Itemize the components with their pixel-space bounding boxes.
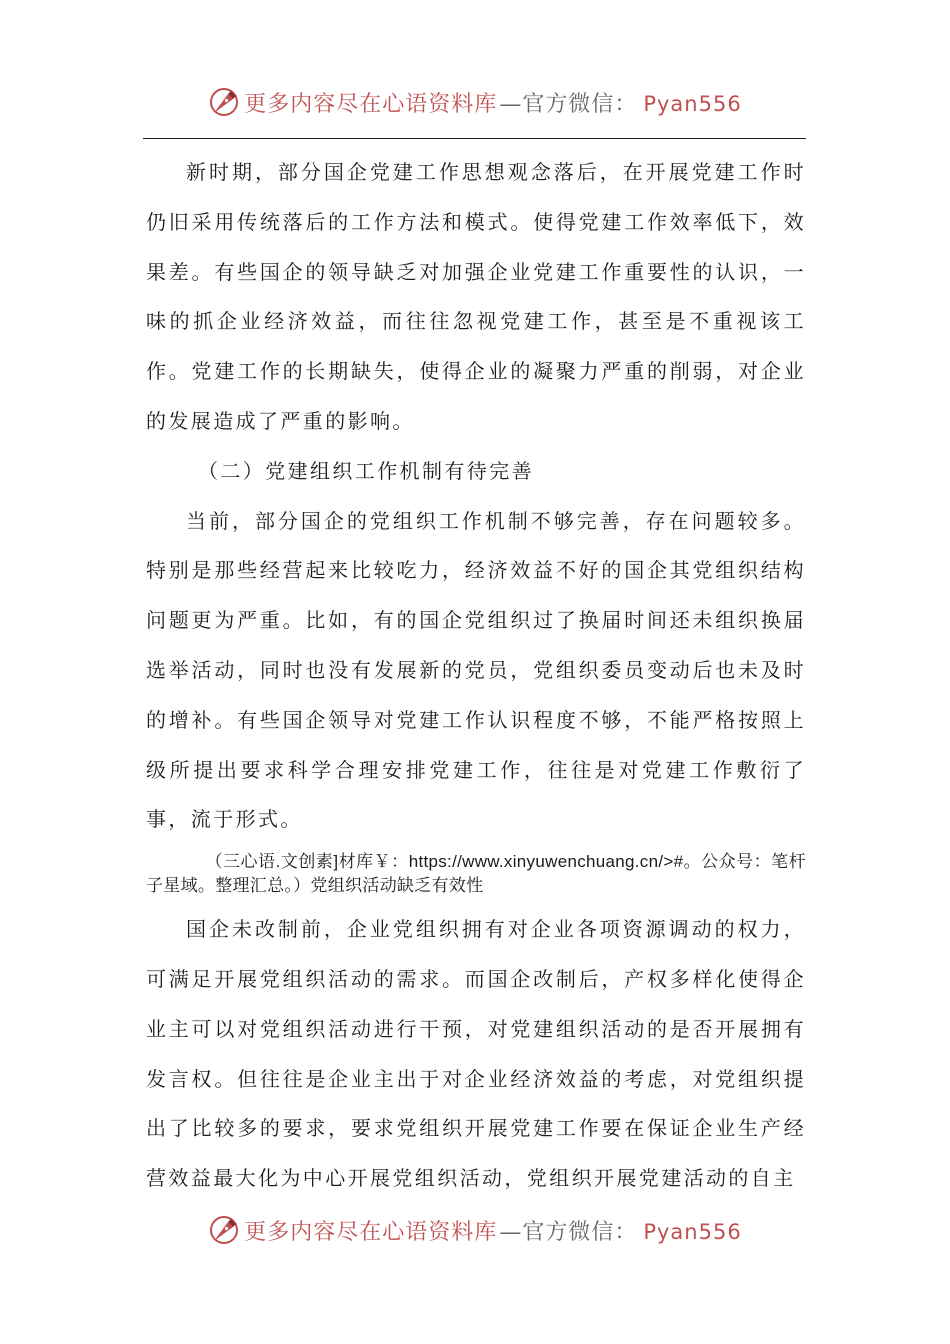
header-divider — [143, 138, 806, 139]
section-heading-2: （二）党建组织工作机制有待完善 — [198, 458, 534, 483]
paragraph-1: 新时期，部分国企党建工作思想观念落后，在开展党建工作时仍旧采用传统落后的工作方法和模式。使得党建工作效率低下，效果差。有些国企的领导缺乏对加强企业党建工作重要性的认识，一味的抓企业经济效益，而往往忽视党建工作，甚至是不重视该工作。党建工作的长期缺失，使得企业的凝聚力严重的削弱，对企业的发展造成了严重的影响。 — [146, 160, 806, 433]
section-heading-3-with-note: （三心语.文创素]材库￥：https://www.xinyuwenchuang.cn/>#。公众号：笔杆子星域。整理汇总。）党组织活动缺乏有效性 — [146, 852, 806, 896]
paragraph-2: 当前，部分国企的党组织工作机制不够完善，存在问题较多。特别是那些经营起来比较吃力，经济效益不好的国企其党组织结构问题更为严重。比如，有的国企党组织过了换届时间还未组织换届选举活动，同时也没有发展新的党员，党组织委员变动后也未及时的增补。有些国企领导对党建工作认识程度不够，不能严格按照上级所提出要求科学合理安排党建工作，往往是对党建工作敷衍了事，流于形式。 — [146, 508, 806, 832]
footer-banner — [0, 1210, 950, 1250]
document-body — [146, 148, 806, 1204]
footer-wechat-id: Pyan556 — [643, 1219, 742, 1244]
footer-official-label: —官方微信： — [499, 1219, 638, 1245]
footer-banner-text — [244, 1215, 741, 1246]
header-banner — [0, 82, 950, 122]
header-wechat-id: Pyan556 — [643, 91, 742, 116]
footer-brand: 更多内容尽在心语资料库 — [244, 1219, 498, 1245]
header-official-label: —官方微信： — [499, 91, 638, 117]
header-brand: 更多内容尽在心语资料库 — [244, 91, 498, 117]
header-banner-text — [244, 87, 741, 118]
pen-nib-seal-icon — [208, 1214, 240, 1246]
pen-nib-seal-icon — [208, 86, 240, 118]
paragraph-3: 国企未改制前，企业党组织拥有对企业各项资源调动的权力，可满足开展党组织活动的需求。而国企改制后，产权多样化使得企业主可以对党组织活动进行干预，对党建组织活动的是否开展拥有发言权。但往往是企业主出于对企业经济效益的考虑，对党组织提出了比较多的要求，要求党组织开展党建工作要在保证企业生产经营效益最大化为中心开展党组织活动，党组织开展党建活动的自主 — [146, 917, 806, 1191]
